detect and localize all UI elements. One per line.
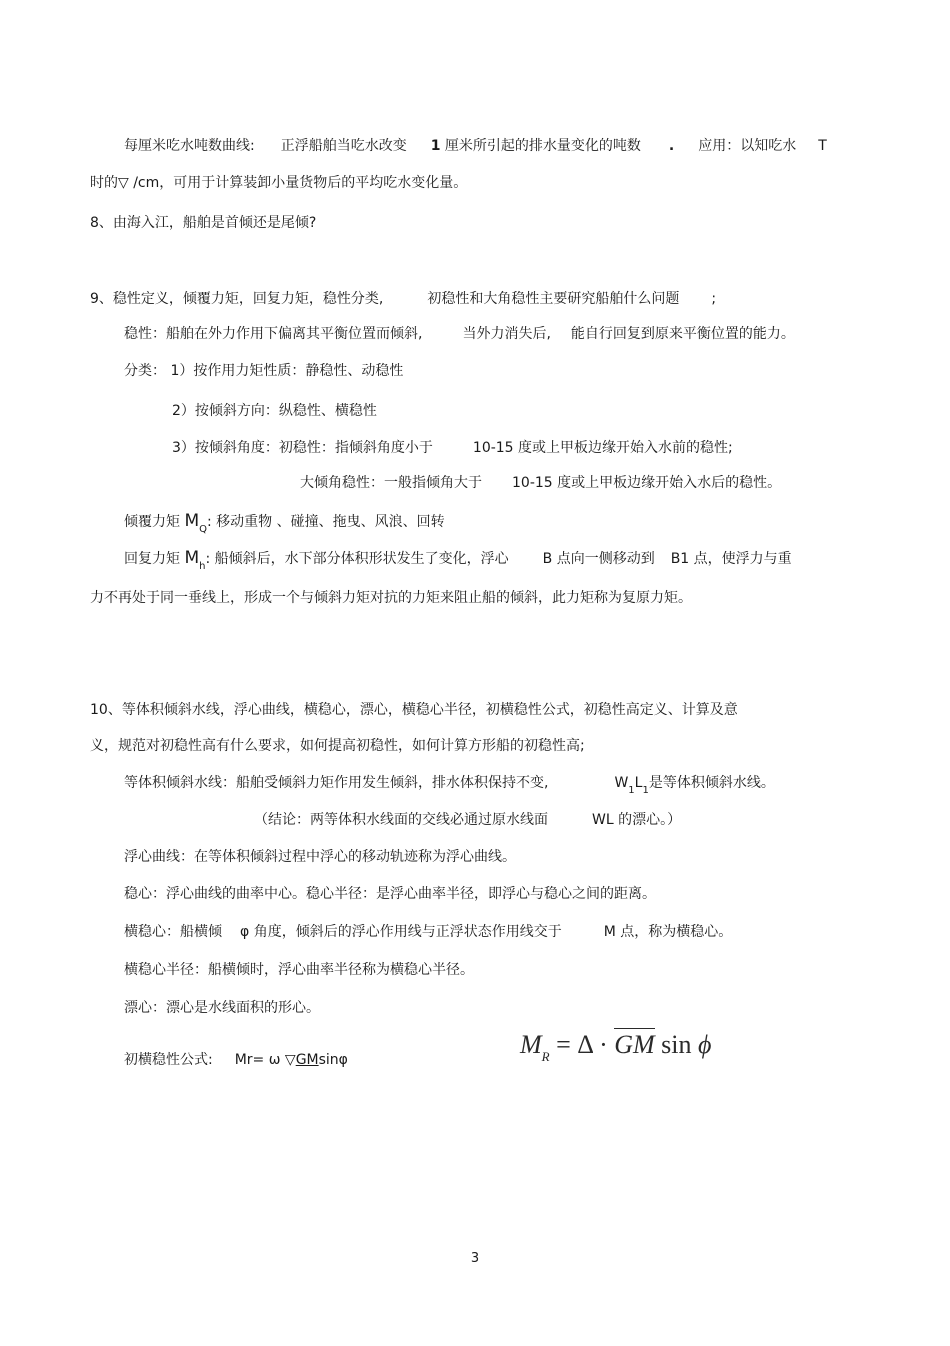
- text-line: 大倾角稳性：一般指倾角大于 10-15 度或上甲板边缘开始入水后的稳性。: [300, 475, 782, 491]
- text-line: 稳心：浮心曲线的曲率中心。稳心半径：是浮心曲率半径，即浮心与稳心之间的距离。: [124, 886, 656, 902]
- text-line: 稳性：船舶在外力作用下偏离其平衡位置而倾斜, 当外力消失后, 能自行回复到原来平衡位置的能力。: [124, 326, 795, 342]
- text-line: 漂心：漂心是水线面积的形心。: [124, 1000, 320, 1016]
- question-8: 8、由海入江，船舶是首倾还是尾倾?: [90, 215, 317, 231]
- question-10: 10、等体积倾斜水线，浮心曲线，横稳心，漂心，横稳心半径，初横稳性公式，初稳性高定义、计算及意: [90, 702, 738, 718]
- stability-formula: $M_R = \Delta$ · GM sin ϕ: [520, 1030, 712, 1064]
- text-line: （结论：两等体积水线面的交线必通过原水线面 WL 的漂心。）: [254, 812, 682, 828]
- text-line: 力不再处于同一垂线上，形成一个与倾斜力矩对抗的力矩来阻止船的倾斜，此力矩称为复原力矩。: [90, 590, 692, 606]
- text-line: 回复力矩 $M_h$: 船倾斜后，水下部分体积形状发生了变化，浮心 B 点向一侧移动到 B1 点，使浮力与重: [124, 548, 792, 572]
- question-9: 9、稳性定义，倾覆力矩，回复力矩，稳性分类, 初稳性和大角稳性主要研究船舶什么问题 ;: [90, 291, 717, 307]
- text-line: 3）按倾斜角度：初稳性：指倾斜角度小于 10-15 度或上甲板边缘开始入水前的稳性;: [172, 440, 733, 456]
- text-line: 时的▽ /cm，可用于计算装卸小量货物后的平均吃水变化量。: [90, 175, 468, 191]
- text-line: 义，规范对初稳性高有什么要求，如何提高初稳性，如何计算方形船的初稳性高;: [90, 738, 585, 754]
- text-line: 初横稳性公式: Mr= ω ▽GMsinφ: [124, 1052, 348, 1068]
- text-line: 等体积倾斜水线：船舶受倾斜力矩作用发生倾斜，排水体积保持不变, $W_1L_1$是等体积倾斜水线。: [124, 775, 775, 796]
- text-line: 2）按倾斜方向：纵稳性、横稳性: [172, 403, 377, 419]
- text-line: 横稳心半径：船横倾时，浮心曲率半径称为横稳心半径。: [124, 962, 474, 978]
- page-number: 3: [470, 1251, 480, 1266]
- text-line: 倾覆力矩 $M_Q$: 移动重物 、碰撞、拖曳、风浪、回转: [124, 511, 445, 535]
- text-line: 分类： 1）按作用力矩性质：静稳性、动稳性: [124, 363, 404, 379]
- text-line: 横稳心：船横倾 φ 角度，倾斜后的浮心作用线与正浮状态作用线交于 M 点，称为横稳心。: [124, 924, 733, 940]
- text-line: 浮心曲线：在等体积倾斜过程中浮心的移动轨迹称为浮心曲线。: [124, 849, 516, 865]
- text-line: 每厘米吃水吨数曲线: 正浮船舶当吃水改变 1 厘米所引起的排水量变化的吨数 . 应用：以知吃水 T: [124, 138, 827, 154]
